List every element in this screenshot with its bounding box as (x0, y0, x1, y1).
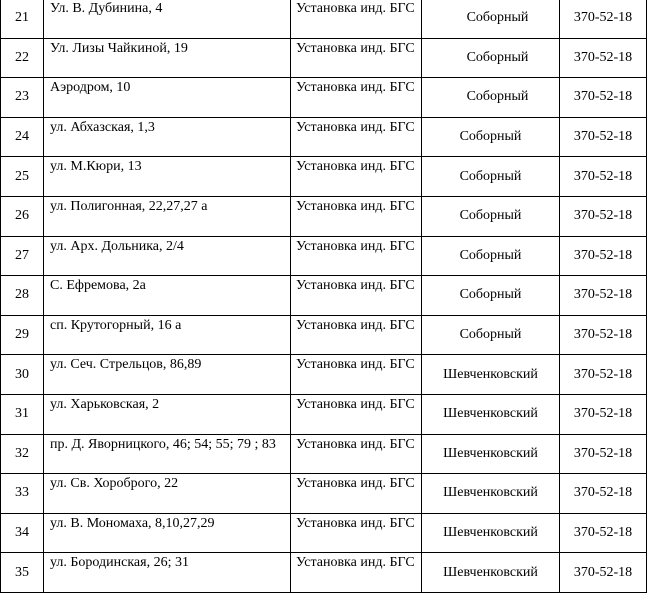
district-cell: Соборный (422, 196, 560, 236)
work-type-cell: Установка инд. БГС (291, 38, 422, 78)
address-cell: С. Ефремова, 2а (44, 276, 291, 316)
row-number: 30 (1, 355, 44, 395)
row-number: 35 (1, 553, 44, 593)
work-type-cell: Установка инд. БГС (291, 276, 422, 316)
table-row (1, 157, 647, 197)
row-number: 21 (1, 0, 44, 38)
district-cell: Соборный (422, 0, 560, 38)
row-number: 29 (1, 315, 44, 355)
work-type-cell: Установка инд. БГС (291, 157, 422, 197)
table-row (1, 315, 647, 355)
address-cell: Ул. Лизы Чайкиной, 19 (44, 38, 291, 78)
address-cell: пр. Д. Яворницкого, 46; 54; 55; 79 ; 83 (44, 434, 291, 474)
table-row (1, 434, 647, 474)
work-type-cell: Установка инд. БГС (291, 196, 422, 236)
district-cell: Шевченковский (422, 355, 560, 395)
district-cell: Шевченковский (422, 474, 560, 514)
row-number: 22 (1, 38, 44, 78)
phone-cell: 370-52-18 (560, 355, 647, 395)
table-row (1, 553, 647, 593)
district-cell: Шевченковский (422, 394, 560, 434)
address-cell: ул. Бородинская, 26; 31 (44, 553, 291, 593)
table-row (1, 355, 647, 395)
table-row (1, 513, 647, 553)
district-cell: Шевченковский (422, 553, 560, 593)
address-cell: Ул. В. Дубинина, 4 (44, 0, 291, 38)
phone-cell: 370-52-18 (560, 553, 647, 593)
work-type-cell: Установка инд. БГС (291, 236, 422, 276)
phone-cell: 370-52-18 (560, 276, 647, 316)
district-cell: Соборный (422, 117, 560, 157)
row-number: 24 (1, 117, 44, 157)
row-number: 23 (1, 78, 44, 118)
address-cell: ул. Арх. Дольника, 2/4 (44, 236, 291, 276)
phone-cell: 370-52-18 (560, 394, 647, 434)
table-row (1, 196, 647, 236)
table-row (1, 0, 647, 38)
address-cell: ул. Харьковская, 2 (44, 394, 291, 434)
row-number: 31 (1, 394, 44, 434)
address-cell: ул. Сеч. Стрельцов, 86,89 (44, 355, 291, 395)
district-cell: Шевченковский (422, 434, 560, 474)
table-row (1, 38, 647, 78)
phone-cell: 370-52-18 (560, 38, 647, 78)
row-number: 26 (1, 196, 44, 236)
phone-cell: 370-52-18 (560, 236, 647, 276)
row-number: 32 (1, 434, 44, 474)
work-type-cell: Установка инд. БГС (291, 117, 422, 157)
district-cell: Соборный (422, 38, 560, 78)
district-cell: Соборный (422, 78, 560, 118)
district-cell: Соборный (422, 236, 560, 276)
work-type-cell: Установка инд. БГС (291, 474, 422, 514)
table-row (1, 78, 647, 118)
row-number: 28 (1, 276, 44, 316)
work-type-cell: Установка инд. БГС (291, 394, 422, 434)
district-cell: Шевченковский (422, 513, 560, 553)
work-type-cell: Установка инд. БГС (291, 315, 422, 355)
phone-cell: 370-52-18 (560, 0, 647, 38)
table-row (1, 236, 647, 276)
work-type-cell: Установка инд. БГС (291, 78, 422, 118)
phone-cell: 370-52-18 (560, 117, 647, 157)
work-type-cell: Установка инд. БГС (291, 553, 422, 593)
row-number: 27 (1, 236, 44, 276)
address-cell: Аэродром, 10 (44, 78, 291, 118)
district-cell: Соборный (422, 315, 560, 355)
table-row (1, 276, 647, 316)
phone-cell: 370-52-18 (560, 157, 647, 197)
work-type-cell: Установка инд. БГС (291, 355, 422, 395)
table-row (1, 117, 647, 157)
work-type-cell: Установка инд. БГС (291, 0, 422, 38)
row-number: 34 (1, 513, 44, 553)
address-cell: ул. В. Мономаха, 8,10,27,29 (44, 513, 291, 553)
phone-cell: 370-52-18 (560, 474, 647, 514)
phone-cell: 370-52-18 (560, 315, 647, 355)
address-cell: сп. Крутогорный, 16 а (44, 315, 291, 355)
address-cell: ул. Полигонная, 22,27,27 а (44, 196, 291, 236)
work-type-cell: Установка инд. БГС (291, 513, 422, 553)
table-row (1, 394, 647, 434)
phone-cell: 370-52-18 (560, 78, 647, 118)
table-row (1, 474, 647, 514)
phone-cell: 370-52-18 (560, 434, 647, 474)
phone-cell: 370-52-18 (560, 513, 647, 553)
phone-cell: 370-52-18 (560, 196, 647, 236)
district-cell: Соборный (422, 276, 560, 316)
district-cell: Соборный (422, 157, 560, 197)
work-type-cell: Установка инд. БГС (291, 434, 422, 474)
address-cell: ул. М.Кюри, 13 (44, 157, 291, 197)
row-number: 25 (1, 157, 44, 197)
row-number: 33 (1, 474, 44, 514)
address-cell: ул. Абхазская, 1,3 (44, 117, 291, 157)
address-cell: ул. Св. Хороброго, 22 (44, 474, 291, 514)
